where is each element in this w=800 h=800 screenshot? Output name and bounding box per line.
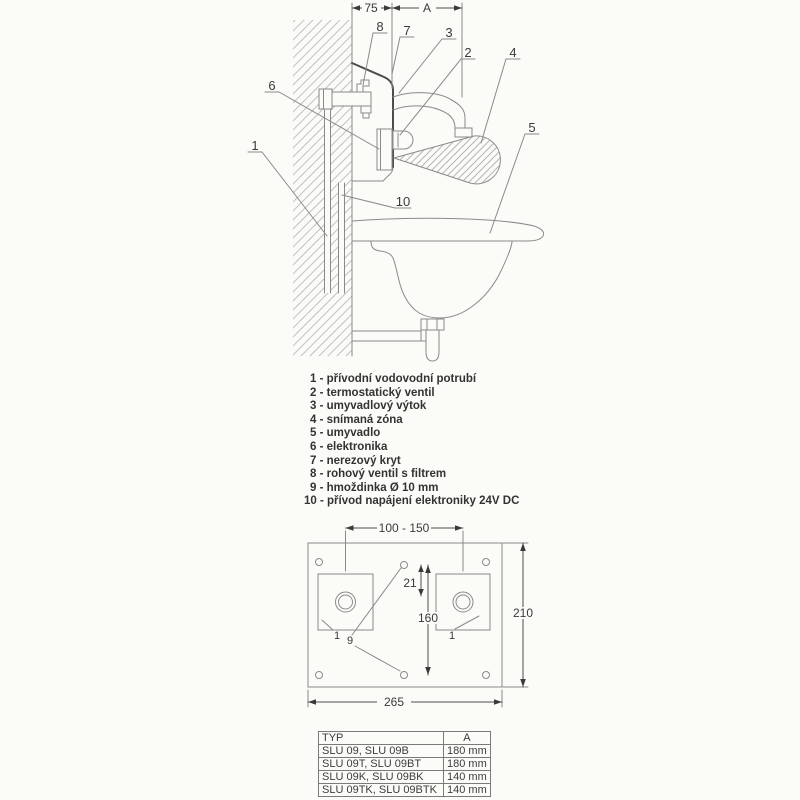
electronics-box [377,129,392,170]
dimension-100-150-label: 100 - 150 [378,521,430,535]
washbasin [352,218,544,318]
table-row [319,745,491,758]
dimension-75-label: 75 [364,1,378,15]
table-cell-dim: 140 mm [444,771,491,784]
figure2-callout-leaders [322,568,479,671]
callout-8: 8 [376,19,384,34]
callout-10: 10 [395,194,411,209]
figure1-side-view [248,1,544,361]
figure2-mounting-plate [308,521,539,709]
legend-item-1: 1 - přívodní vodovodní potrubí [310,373,477,385]
table-cell-dim: 180 mm [444,758,491,771]
legend-item-3: 3 - umyvadlový výtok [310,400,427,413]
dimension-210-label: 210 [512,606,534,620]
legend-item-9: 9 - hmoždinka Ø 10 mm [310,481,439,494]
power-cable [339,183,345,293]
spout [393,93,472,137]
wall-bracket [352,331,426,341]
table-cell-dim: 180 mm [444,745,491,758]
table-header-a: A [444,732,491,745]
table-cell-type: SLU 09TK, SLU 09BTK [319,784,444,797]
dimension-265 [308,690,502,708]
figure2-callout-1-left: 1 [333,630,341,642]
table-row [319,784,491,797]
callout-5: 5 [528,120,536,135]
dimension-265-label: 265 [383,695,405,709]
parts-legend [304,373,519,509]
legend-item-5: 5 - umyvadlo [310,427,381,440]
callout-6: 6 [268,78,276,93]
dimension-21-label: 21 [403,576,417,590]
legend-item-8: 8 - rohový ventil s filtrem [310,468,447,481]
plate-outline [308,543,502,687]
callout-1: 1 [251,138,259,153]
type-table [318,731,491,797]
figure2-callout-9: 9 [346,635,354,647]
legend-item-7: 7 - nerezový kryt [310,454,401,467]
drain-trap [421,319,444,361]
dimension-21 [418,565,424,596]
legend-item-4: 4 - snímaná zóna [310,413,403,426]
table-cell-dim: 140 mm [444,784,491,797]
callout-4: 4 [509,45,517,60]
table-cell-type: SLU 09K, SLU 09BK [319,771,444,784]
table-row [319,771,491,784]
thermostatic-valve [393,131,413,149]
legend-item-6: 6 - elektronika [310,440,388,453]
legend-item-10: 10 - přívod napájení elektroniky 24V DC [304,495,520,508]
callout-2: 2 [464,45,472,60]
supply-pipe [325,106,331,293]
table-header-typ: TYP [319,732,444,745]
table-cell-type: SLU 09T, SLU 09BT [319,758,444,771]
table-cell-type: SLU 09, SLU 09B [319,745,444,758]
table-row [319,758,491,771]
dimension-A-label: A [422,1,432,15]
figure2-callout-1-right: 1 [448,630,456,642]
callout-3: 3 [445,25,453,40]
dimension-160-label: 160 [417,611,439,625]
legend-item-2: 2 - termostatický ventil [310,386,435,399]
callout-7: 7 [403,23,411,38]
table-header-row [319,732,491,745]
